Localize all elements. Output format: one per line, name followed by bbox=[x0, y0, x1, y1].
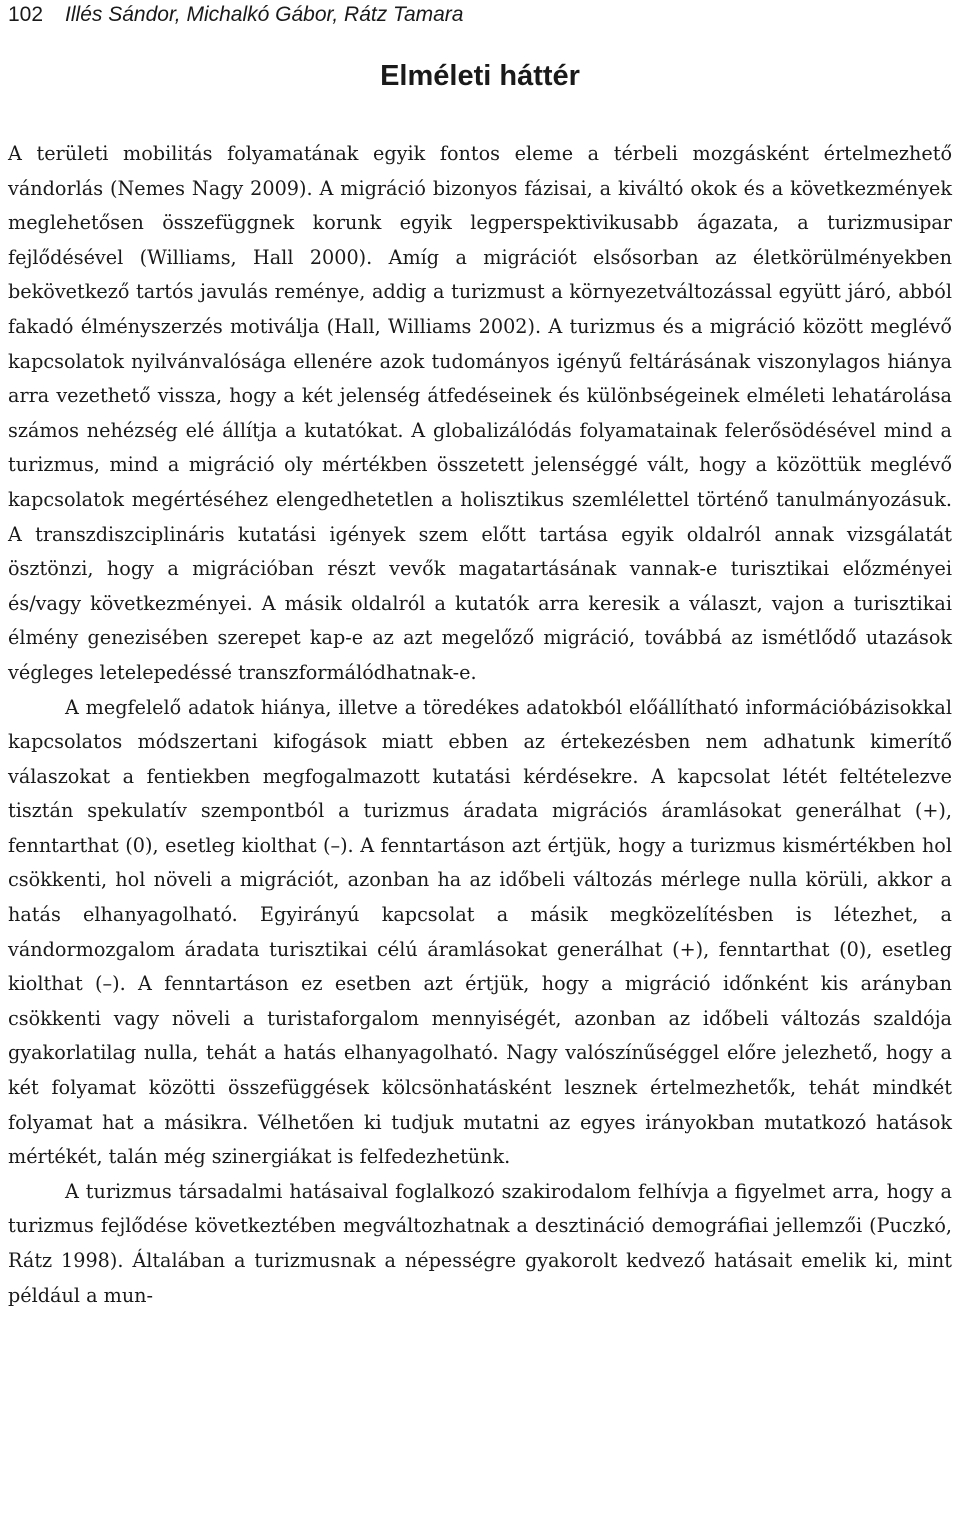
running-header bbox=[8, 2, 463, 28]
page-number: 102 bbox=[8, 3, 44, 26]
paragraph-1: A területi mobilitás folyamatának egyik fontos eleme a térbeli mozgásként értelmezhető vándorlás (Nemes Nagy 2009). A migráció bizonyos fázisai, a kiváltó okok és a következmények meglehetősen összefüggnek korunk egyik legperspektivikusabb ágazata, a turizmusipar fejlődésével (Williams, Hall 2000). Amíg a migrációt elsősorban az életkörülményekben bekövetkező tartós javulás reménye, addig a turizmust a környezetváltozással együtt járó, abból fakadó élményszerzés motiválja (Hall, Williams 2002). A turizmus és a migráció között meglévő kapcsolatok nyilvánvalósága ellenére azok tudományos igényű feltárásának viszonylagos hiánya arra vezethető vissza, hogy a két jelenség átfedéseinek és különbségeinek elméleti lehatárolása számos nehézség elé állítja a kutatókat. A globalizálódás folyamatainak felerősödésével mind a turizmus, mind a migráció oly mértékben összetett jelenséggé vált, hogy a közöttük meglévő kapcsolatok megértéséhez elengedhetetlen a holisztikus szemlélettel történő tanulmányozásuk. A transzdiszciplináris kutatási igények szem előtt tartása egyik oldalról annak vizsgálatát ösztönzi, hogy a migrációban részt vevők magatartásának vannak-e turisztikai előzményei és/vagy következményei. A másik oldalról a kutatók arra keresik a választ, vajon a turisztikai élmény genezisében szerepet kap-e az azt megelőző migráció, továbbá az ismétlődő utazások végleges letelepedéssé transzformálódhatnak-e. bbox=[8, 142, 952, 684]
paragraph-3: A turizmus társadalmi hatásaival foglalkozó szakirodalom felhívja a figyelmet arra, hogy a turizmus fejlődése következtében megváltozhatnak a desztináció demográfiai jellemzői (Puczkó, Rátz 1998). Általában a turizmusnak a népességre gyakorolt kedvező hatásait emelik ki, mint például a mun- bbox=[8, 1179, 952, 1307]
section-title: Elméleti háttér bbox=[380, 60, 580, 92]
paragraph-2: A megfelelő adatok hiánya, illetve a töredékes adatokból előállítható információbázisokkal kapcsolatos módszertani kifogások miatt ebben az értekezésben nem adhatunk kimerítő válaszokat a fentiekben megfogalmazott kutatási kérdésekre. A kapcsolat létét feltételezve tisztán spekulatív szempontból a turizmus áradata migrációs áramlásokat generálhat (+), fenntarthat (0), esetleg kiolthat (–). A fenntartáson azt értjük, hogy a turizmus kismértékben hol csökkenti, hol növeli a migrációt, azonban ha az időbeli változás mérlege nulla körüli, akkor a hatás elhanyagolható. Egyirányú kapcsolat a másik megközelítésben is létezhet, a vándormozgalom áradata turisztikai célú áramlásokat generálhat (+), fenntarthat (0), esetleg kiolthat (–). A fenntartáson ez esetben azt értjük, hogy a migráció időnként kis arányban csökkenti vagy növeli a turistaforgalom mennyiségét, azonban az időbeli változás szaldója gyakorlatilag nulla, tehát a hatás elhanyagolható. Nagy valószínűséggel előre jelezhető, hogy a két folyamat közötti összefüggések kölcsönhatásként lesznek értelmezhetők, tehát mindkét folyamat hat a másikra. Vélhetően ki tudjuk mutatni az egyes irányokban mutatkozó hatások mértékét, talán még szinergiákat is felfedezhetünk. bbox=[8, 695, 952, 1169]
header-authors: Illés Sándor, Michalkó Gábor, Rátz Tamara bbox=[65, 3, 464, 26]
body-text bbox=[8, 137, 952, 1313]
